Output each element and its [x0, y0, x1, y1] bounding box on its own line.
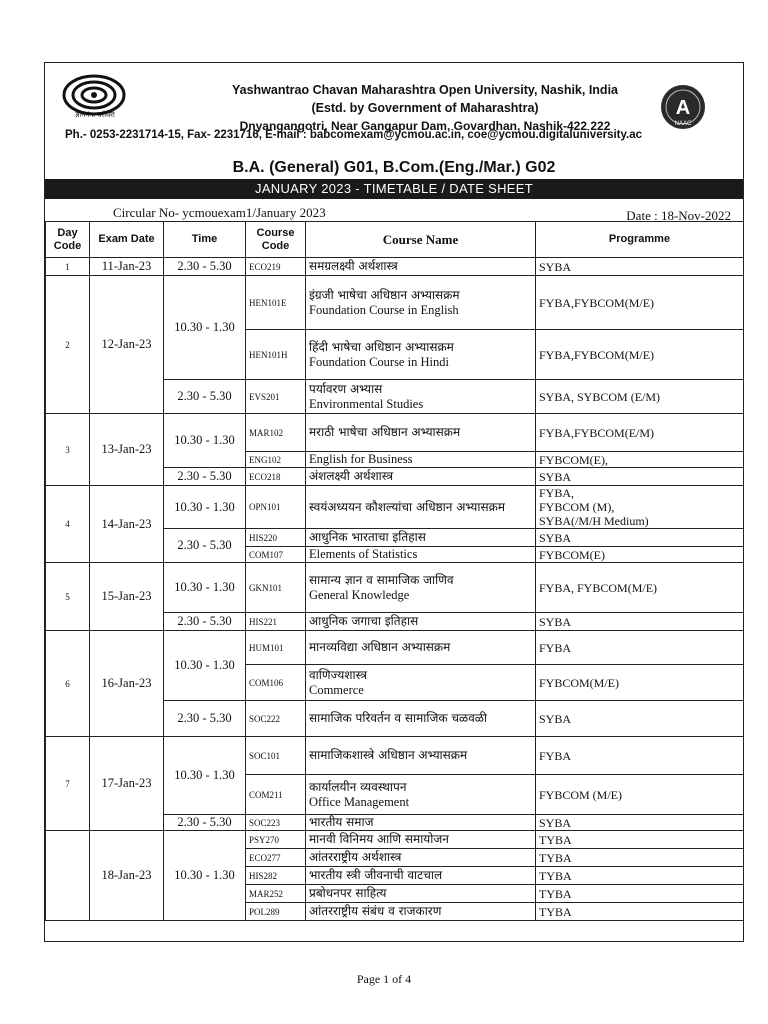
day-code-cell: 3 — [46, 414, 90, 486]
course-name-marathi: समग्रलक्ष्यी अर्थशास्त्र — [309, 259, 398, 273]
badge-letter: A — [675, 97, 691, 119]
course-code-cell: MAR102 — [246, 414, 306, 452]
exam-date-cell: 14-Jan-23 — [90, 486, 164, 563]
course-name-marathi: आधुनिक भारताचा इतिहास — [309, 530, 426, 544]
course-code-cell: ECO277 — [246, 849, 306, 867]
course-name-english: Foundation Course in English — [309, 302, 459, 317]
table-row — [46, 831, 744, 849]
course-code-cell: EVS201 — [246, 380, 306, 414]
programme-cell — [536, 665, 744, 701]
time-cell: 2.30 - 5.30 — [164, 815, 246, 831]
programme-cell — [536, 330, 744, 380]
header-time: Time — [164, 222, 246, 258]
course-code-cell: GKN101 — [246, 563, 306, 613]
course-code-cell: HIS221 — [246, 613, 306, 631]
course-name-marathi: कार्यालयीन व्यवस्थापन — [309, 779, 407, 794]
programme-text: SYBA — [539, 469, 572, 484]
course-name-marathi: आधुनिक जगाचा इतिहास — [309, 614, 419, 628]
programme-text: SYBA — [539, 614, 572, 629]
university-address: Dnyangangotri, Near Gangapur Dam, Govardhan, Nashik-422 222 — [239, 119, 611, 133]
course-name-cell — [306, 665, 536, 701]
course-name-cell — [306, 831, 536, 849]
table-row — [46, 737, 744, 775]
header-programme: Programme — [536, 222, 744, 258]
course-code-cell: HUM101 — [246, 631, 306, 665]
course-name-cell — [306, 258, 536, 276]
programme-text: FYBCOM(E) — [539, 547, 606, 562]
course-name-cell — [306, 414, 536, 452]
course-name-english: General Knowledge — [309, 587, 410, 602]
day-code-cell: 1 — [46, 258, 90, 276]
course-code-cell: SOC101 — [246, 737, 306, 775]
time-cell: 2.30 - 5.30 — [164, 701, 246, 737]
header-day-code: Day Code — [46, 222, 90, 258]
exam-date-cell: 11-Jan-23 — [90, 258, 164, 276]
programme-text: TYBA — [539, 886, 572, 901]
course-name-english: Elements of Statistics — [309, 547, 418, 561]
time-cell: 2.30 - 5.30 — [164, 468, 246, 486]
course-name-marathi: मराठी भाषेचा अधिष्ठान अभ्यासक्रम — [309, 425, 461, 439]
contact-line: Ph.- 0253-2231714-15, Fax- 2231716, E-mail : babcomexam@ycmou.ac.in, coe@ycmou.digitaluniversity.ac — [65, 129, 643, 141]
time-cell: 2.30 - 5.30 — [164, 380, 246, 414]
programme-cell — [536, 903, 744, 921]
course-name-cell — [306, 903, 536, 921]
course-name-marathi: सामाजिकशास्त्रे अधिष्ठान अभ्यासक्रम — [309, 748, 468, 762]
exam-date-cell: 17-Jan-23 — [90, 737, 164, 831]
table-row — [46, 414, 744, 452]
exam-date-cell: 12-Jan-23 — [90, 276, 164, 414]
timetable-table — [45, 221, 744, 921]
programme-title: B.A. (General) G01, B.Com.(Eng./Mar.) G02 — [232, 159, 556, 176]
course-code-cell: HEN101E — [246, 276, 306, 330]
course-code-cell: POL289 — [246, 903, 306, 921]
course-name-cell — [306, 276, 536, 330]
programme-text: TYBA — [539, 832, 572, 847]
course-name-marathi: आंतरराष्ट्रीय संबंध व राजकारण — [309, 904, 442, 918]
course-name-marathi: प्रबोधनपर साहित्य — [309, 886, 387, 900]
day-code-cell: 2 — [46, 276, 90, 414]
course-code-cell: SOC222 — [246, 701, 306, 737]
table-row — [46, 631, 744, 665]
course-code-cell: MAR252 — [246, 885, 306, 903]
course-name-marathi: सामाजिक परिवर्तन व सामाजिक चळवळी — [309, 711, 488, 725]
programme-text: FYBA,FYBCOM(E/M) — [539, 425, 655, 440]
course-name-cell — [306, 775, 536, 815]
course-name-cell — [306, 737, 536, 775]
course-name-marathi: आंतरराष्ट्रीय अर्थशास्त्र — [309, 850, 402, 864]
course-code-cell: COM107 — [246, 547, 306, 563]
course-name-english: Commerce — [309, 682, 364, 697]
programme-cell — [536, 547, 744, 563]
course-name-marathi: मानव्यविद्या अधिष्ठान अभ्यासक्रम — [309, 640, 451, 654]
programme-cell — [536, 486, 744, 529]
day-code-cell: 6 — [46, 631, 90, 737]
course-code-cell: SOC223 — [246, 815, 306, 831]
course-name-marathi: भारतीय समाज — [309, 815, 374, 829]
course-name-cell — [306, 547, 536, 563]
time-cell: 2.30 - 5.30 — [164, 258, 246, 276]
programme-cell — [536, 815, 744, 831]
exam-date-cell: 16-Jan-23 — [90, 631, 164, 737]
course-name-marathi: पर्यावरण अभ्यास — [309, 381, 383, 396]
course-name-cell — [306, 613, 536, 631]
course-code-cell: PSY270 — [246, 831, 306, 849]
course-name-cell — [306, 468, 536, 486]
time-cell: 10.30 - 1.30 — [164, 563, 246, 613]
course-code-cell: COM211 — [246, 775, 306, 815]
table-row — [46, 258, 744, 276]
programme-cell — [536, 775, 744, 815]
exam-date-cell: 18-Jan-23 — [90, 831, 164, 921]
university-name: Yashwantrao Chavan Maharashtra Open University, Nashik, India — [231, 83, 618, 97]
programme-text: SYBA — [539, 530, 572, 545]
programme-cell — [536, 468, 744, 486]
exam-date-cell: 15-Jan-23 — [90, 563, 164, 631]
time-cell: 10.30 - 1.30 — [164, 276, 246, 380]
programme-cell — [536, 529, 744, 547]
programme-cell — [536, 737, 744, 775]
course-name-cell — [306, 452, 536, 468]
programme-text: FYBCOM(M/E) — [539, 675, 620, 690]
page-number: Page 1 of 4 — [356, 972, 412, 986]
time-cell: 10.30 - 1.30 — [164, 414, 246, 468]
course-name-cell — [306, 380, 536, 414]
course-name-marathi: भारतीय स्त्री जीवनाची वाटचाल — [309, 868, 443, 882]
course-code-cell: HIS282 — [246, 867, 306, 885]
day-code-cell: 7 — [46, 737, 90, 831]
course-name-cell — [306, 701, 536, 737]
programme-text: TYBA — [539, 904, 572, 919]
programme-cell — [536, 563, 744, 613]
programme-text: FYBCOM (M/E) — [539, 787, 623, 802]
course-code-cell: ECO218 — [246, 468, 306, 486]
time-cell: 10.30 - 1.30 — [164, 631, 246, 701]
course-name-cell — [306, 867, 536, 885]
day-code-cell: 5 — [46, 563, 90, 631]
course-code-cell: ECO219 — [246, 258, 306, 276]
programme-cell — [536, 849, 744, 867]
table-row — [46, 563, 744, 613]
course-name-cell — [306, 330, 536, 380]
course-name-marathi: सामान्य ज्ञान व सामाजिक जाणिव — [309, 572, 454, 587]
programme-cell — [536, 414, 744, 452]
university-logo — [59, 73, 129, 131]
programme-text: FYBCOM(E), — [539, 452, 609, 467]
course-name-cell — [306, 631, 536, 665]
programme-text: FYBA — [539, 640, 572, 655]
timetable-sheet — [44, 62, 744, 942]
programme-text: SYBA — [539, 259, 572, 274]
programme-text: SYBA — [539, 711, 572, 726]
programme-cell — [536, 701, 744, 737]
course-name-marathi: मानवी विनिमय आणि समायोजन — [309, 832, 449, 846]
programme-cell — [536, 867, 744, 885]
table-row — [46, 276, 744, 330]
course-name-cell — [306, 529, 536, 547]
course-code-cell: ENG102 — [246, 452, 306, 468]
time-cell: 2.30 - 5.30 — [164, 613, 246, 631]
circular-number: Circular No- ycmouexam1/January 2023 — [113, 205, 326, 220]
course-name-cell — [306, 563, 536, 613]
header-course-code: Course Code — [246, 222, 306, 258]
course-name-marathi: स्वयंअध्ययन कौशल्यांचा अधिष्ठान अभ्यासक्रम — [309, 499, 505, 514]
course-name-cell — [306, 815, 536, 831]
time-cell: 10.30 - 1.30 — [164, 486, 246, 529]
logo-caption: ज्ञानगंगा घरोघरी — [75, 111, 115, 119]
programme-text: FYBA,FYBCOM(M/E) — [539, 347, 655, 362]
header-course-name: Course Name — [306, 222, 536, 258]
timetable-banner: JANUARY 2023 - TIMETABLE / DATE SHEET — [45, 179, 743, 199]
course-name-marathi: हिंदी भाषेचा अधिष्ठान अभ्यासक्रम — [309, 339, 454, 354]
course-code-cell: OPN101 — [246, 486, 306, 529]
time-cell: 10.30 - 1.30 — [164, 737, 246, 815]
time-cell: 10.30 - 1.30 — [164, 831, 246, 921]
time-cell: 2.30 - 5.30 — [164, 529, 246, 563]
course-name-marathi: अंशलक्ष्यी अर्थशास्त्र — [309, 469, 394, 483]
programme-text: SYBA, SYBCOM (E/M) — [539, 389, 661, 404]
course-name-cell — [306, 486, 536, 529]
programme-text: FYBA,FYBCOM(M/E) — [539, 295, 655, 310]
exam-date-cell: 13-Jan-23 — [90, 414, 164, 486]
document-date: Date : 18-Nov-2022 — [626, 208, 731, 223]
course-name-english: Office Management — [309, 794, 410, 809]
programme-cell — [536, 613, 744, 631]
table-row — [46, 486, 744, 529]
course-name-marathi: इंग्रजी भाषेचा अधिष्ठान अभ्यासक्रम — [309, 287, 460, 302]
programme-cell — [536, 452, 744, 468]
programme-cell — [536, 885, 744, 903]
course-name-marathi: वाणिज्यशास्त्र — [309, 667, 367, 682]
programme-cell — [536, 258, 744, 276]
header-exam-date: Exam Date — [90, 222, 164, 258]
course-name-english: English for Business — [309, 452, 413, 466]
programme-cell — [536, 631, 744, 665]
programme-text: FYBA, FYBCOM(M/E) — [539, 580, 658, 595]
course-code-cell: HEN101H — [246, 330, 306, 380]
programme-cell — [536, 276, 744, 330]
day-code-cell: 4 — [46, 486, 90, 563]
day-code-cell — [46, 831, 90, 921]
timetable-body — [46, 258, 744, 921]
course-name-english: Environmental Studies — [309, 396, 424, 411]
programme-text: FYBA, FYBCOM (M), SYBA(/M/H Medium) — [539, 486, 649, 528]
programme-cell — [536, 380, 744, 414]
establishment-line: (Estd. by Government of Maharashtra) — [311, 101, 539, 115]
course-code-cell: HIS220 — [246, 529, 306, 547]
course-code-cell: COM106 — [246, 665, 306, 701]
programme-cell — [536, 831, 744, 849]
programme-text: TYBA — [539, 868, 572, 883]
course-name-cell — [306, 849, 536, 867]
programme-text: TYBA — [539, 850, 572, 865]
badge-text: NAAC — [674, 121, 692, 127]
university-header — [145, 81, 705, 135]
programme-text: FYBA — [539, 748, 572, 763]
course-name-english: Foundation Course in Hindi — [309, 354, 449, 369]
course-name-cell — [306, 885, 536, 903]
programme-text: SYBA — [539, 815, 572, 830]
